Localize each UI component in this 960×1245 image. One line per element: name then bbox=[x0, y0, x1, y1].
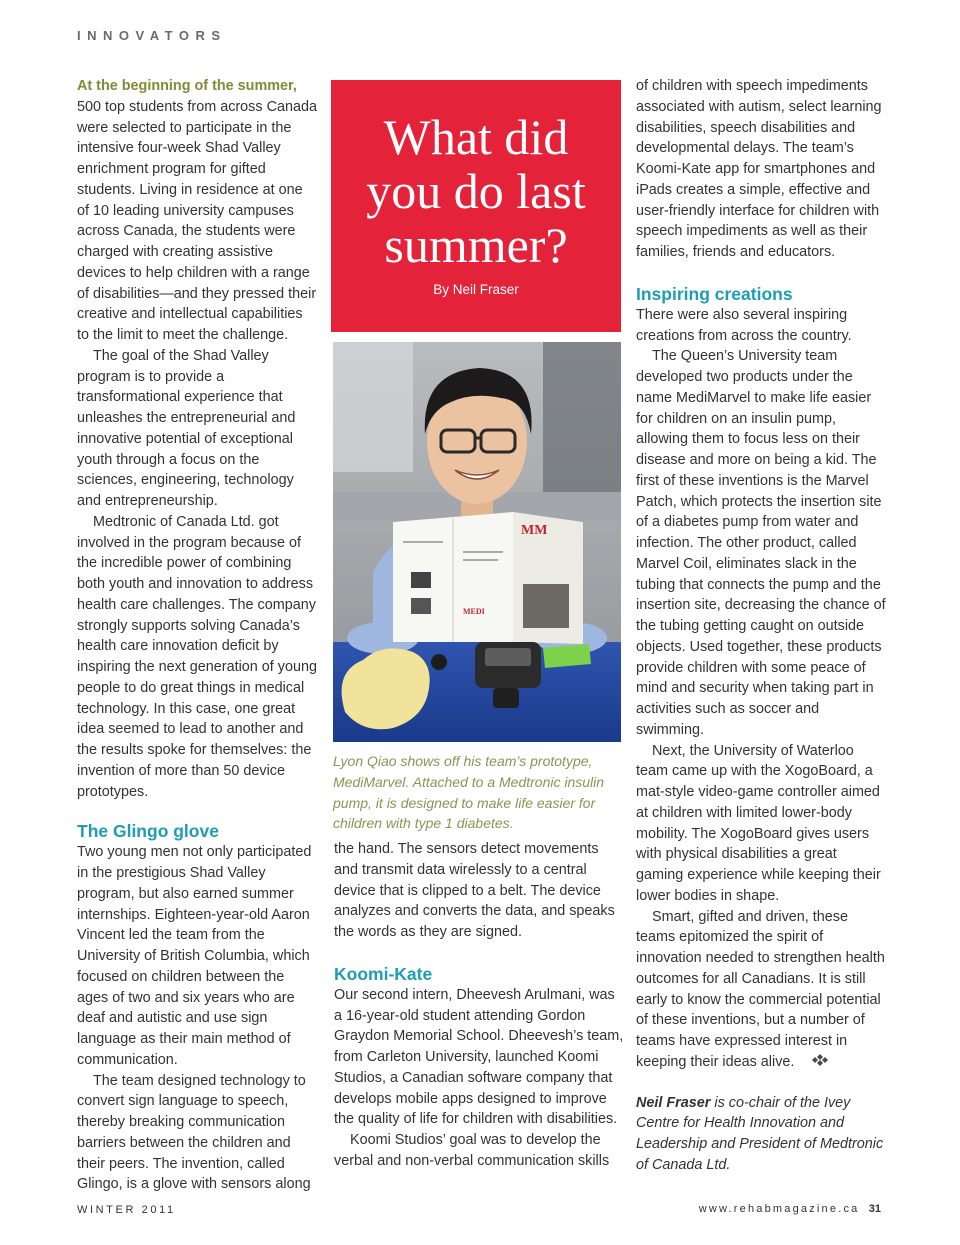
paragraph: The Queen’s University team developed two products under the name MediMarvel to make life easier for children on an insulin pump, allowing them to focus less on their disease and more on being a kid. The first of these inventions is the Marvel Patch, which protects the insertion site of a diabetes pump from water and infection. The other product, called Marvel Coil, eliminates slack in the tubing that connects the pump and the insertion site, decreasing the chance of the tubing getting caught on outside objects. Used together, these products provide children with some peace of mind and security when taking part in activities such as soccer and swimming. bbox=[636, 348, 886, 738]
paragraph: Our second intern, Dheevesh Arulmani, was a 16-year-old student attending Gordon Graydon Memorial School. Dheevesh’s team, from Carleton University, launched Koomi Studios, a Canadian software company that develops mobile apps designed to improve the quality of life for children with disabilities. bbox=[334, 986, 624, 1128]
bio-name: Neil Fraser bbox=[636, 1094, 711, 1111]
title-line: summer? bbox=[384, 217, 568, 273]
website-link[interactable]: www.rehabmagazine.ca bbox=[698, 1203, 860, 1215]
paragraph: The goal of the Shad Valley program is to provide a transformational experience that unleashes the entrepreneurial and innovative potential of exceptional youth through a focus on the sciences, engineering, technology and entrepreneurship. bbox=[77, 347, 296, 509]
section-label: INNOVATORS bbox=[77, 28, 227, 43]
final-text: Smart, gifted and driven, these teams epitomized the spirit of innovation needed to strengthen health outcomes for all Canadians. It is still early to know the commercial potential of these inventions, but a number of teams have expressed interest in keeping their ideas alive. bbox=[636, 908, 885, 1070]
page-number: 31 bbox=[868, 1203, 881, 1215]
paragraph: the hand. The sensors detect movements and transmit data wirelessly to a central device that is clipped to a belt. The device analyzes and converts the data, and speaks the words as they are signed. bbox=[334, 841, 615, 940]
photo-illustration bbox=[333, 342, 621, 742]
subheading-glingo: The Glingo glove bbox=[77, 821, 219, 842]
article-column-3 bbox=[636, 76, 886, 1176]
brochure-logo: MM bbox=[521, 523, 548, 538]
title-line: you do last bbox=[366, 163, 586, 219]
title-block bbox=[331, 80, 621, 332]
bio-text: is co-chair of the Ivey Centre for Health Innovation and Leadership and President of Medtronic of Canada Ltd. bbox=[636, 1094, 884, 1173]
paragraph: The team designed technology to convert sign language to speech, thereby breaking communication barriers between the children and their peers. The invention, called Glingo, is a glove with sensors along bbox=[77, 1072, 311, 1193]
title-line: What did bbox=[383, 109, 569, 165]
paragraph: Next, the University of Waterloo team came up with the XogoBoard, a mat-style video-game controller aimed at children with limited lower-body mobility. The XogoBoard gives users with physical disabilities a great gaming experience while keeping their lower bodies in shape. bbox=[636, 742, 881, 904]
subheading-inspiring: Inspiring creations bbox=[636, 283, 793, 304]
paragraph: of children with speech impediments associated with autism, select learning disabilities, speech disabilities and developmental delays. The team’s Koomi-Kate app for smartphones and iPads creates a simple, effective and user-friendly interface for children with speech impediments as well as their families, friends and educators. bbox=[636, 78, 882, 260]
paragraph: There were also several inspiring creations from across the country. bbox=[636, 306, 852, 344]
subheading-koomi: Koomi-Kate bbox=[334, 963, 433, 984]
article-photo bbox=[333, 342, 621, 742]
paragraph: Medtronic of Canada Ltd. got involved in the program because of the incredible power of combining both youth and innovation to address health care challenges. The company strongly supports solving Canada’s health care innovation deficit by inspiring the next generation of young people to do great things in medical technology. In this case, one great idea seemed to lead to another and the results spoke for themselves: the invention of more than 50 device prototypes. bbox=[77, 513, 318, 800]
paragraph-final bbox=[636, 907, 886, 1073]
intro-text: 500 top students from across Canada were selected to participate in the intensive four-week Shad Valley enrichment program for gifted students. Living in residence at one of 10 leading university campuses across Canada, the students were charged with creating assistive devices to help children with a range of disabilities—and they pressed their creative and intellectual capabilities to the limit to meet the challenge. bbox=[77, 98, 317, 343]
intro-paragraph bbox=[77, 76, 317, 346]
author-bio bbox=[636, 1093, 886, 1176]
paragraph: Koomi Studios’ goal was to develop the verbal and non-verbal communication skills bbox=[334, 1132, 610, 1169]
issue-label: WINTER 2011 bbox=[77, 1204, 176, 1216]
brochure-logo-small: MEDI bbox=[463, 607, 485, 616]
footer-right bbox=[699, 1203, 881, 1215]
lead-in: At the beginning of the summer, bbox=[77, 78, 297, 94]
byline: By Neil Fraser bbox=[433, 282, 519, 297]
end-of-article-icon bbox=[796, 1052, 828, 1073]
photo-caption: Lyon Qiao shows off his team’s prototype, MediMarvel. Attached to a Medtronic insulin pump, it is designed to make life easier for children with type 1 diabetes. bbox=[333, 753, 605, 832]
article-column-2 bbox=[334, 839, 624, 1172]
article-column-1 bbox=[77, 76, 317, 1195]
paragraph: Two young men not only participated in the prestigious Shad Valley program, but also earned summer internships. Eighteen-year-old Aaron Vincent led the team from the University of British Columbia, which focused on children between the ages of two and six years who are deaf and autistic and use sign language as their main method of communication. bbox=[77, 844, 312, 1068]
article-title bbox=[331, 110, 621, 272]
